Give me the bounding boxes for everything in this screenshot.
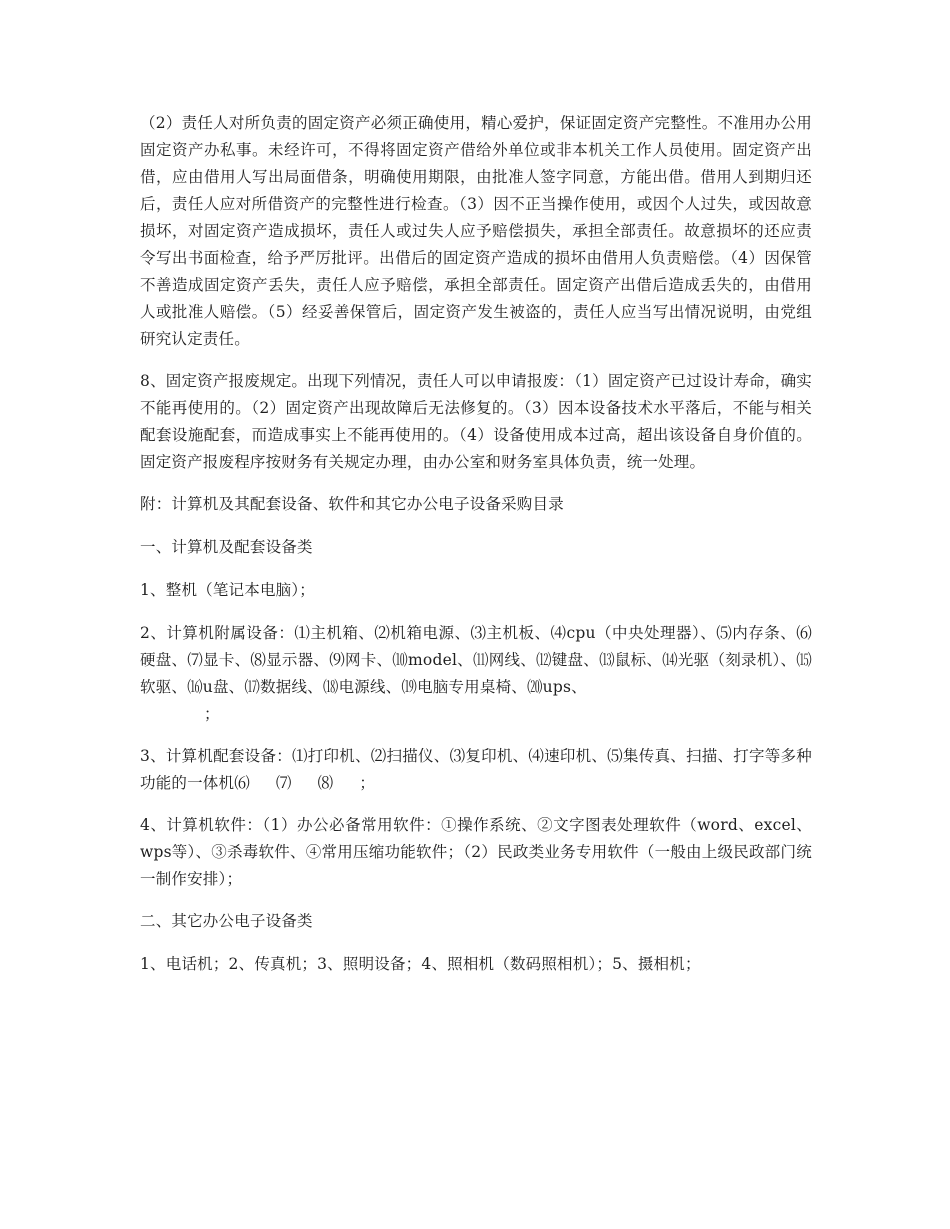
paragraph-asset-responsibility: （2）责任人对所负责的固定资产必须正确使用，精心爱护，保证固定资产完整性。不准用办公用固定资产办私事。未经许可，不得将固定资产借给外单位或非本机关工作人员使用。固定资产出借，应由借用人写出局面借条，明确使用期限，由批准人签字同意，方能出借。借用人到期归还后，责任人应对所借资产的完整性进行检查。（3）因不正当操作使用，或因个人过失，或因故意损坏，对固定资产造成损坏，责任人或过失人应予赔偿损失，承担全部责任。故意损坏的还应责令写出书面检查，给予严厉批评。出借后的固定资产造成的损坏由借用人负责赔偿。（4）因保管不善造成固定资产丢失，责任人应予赔偿，承担全部责任。固定资产出借后造成丢失的，由借用人或批准人赔偿。（5）经妥善保管后，固定资产发生被盗的，责任人应当写出情况说明，由党组研究认定责任。 [140,114,812,348]
item-software: 4、计算机软件：（1）办公必备常用软件：①操作系统、②文字图表处理软件（word、excel、wps等）、③杀毒软件、④常用压缩功能软件；（2）民政类业务专用软件（一般由上级民政部门统一制作安排）； [140,816,812,888]
item-other-devices-list: 1、电话机；2、传真机；3、照明设备；4、照相机（数码照相机）；5、摄相机； [140,955,701,973]
item-supporting-devices-end: ； [359,774,376,792]
section-heading-other-devices: 二、其它办公电子设备类 [140,912,313,930]
item-peripherals [140,620,812,728]
item-supporting-devices-7: ⑺ [275,774,292,792]
paragraph-asset-scrap-rules: 8、固定资产报废规定。出现下列情况，责任人可以申请报废：（1）固定资产已过设计寿命，确实不能再使用的。（2）固定资产出现故障后无法修复的。（3）因本设备技术水平落后，不能与相关配套设施配套，而造成事实上不能再使用的。（4）设备使用成本过高，超出该设备自身价值的。固定资产报废程序按财务有关规定办理，由办公室和财务室具体负责，统一处理。 [140,372,812,471]
section-heading-computers: 一、计算机及配套设备类 [140,538,313,556]
item-peripherals-text: 2、计算机附属设备：⑴主机箱、⑵机箱电源、⑶主机板、⑷cpu（中央处理器）、⑸内存条、⑹硬盘、⑺显卡、⑻显示器、⑼网卡、⑽model、⑾网线、⑿键盘、⒀鼠标、⒁光驱（刻录机）、⒂软驱、⒃u盘、⒄数据线、⒅电源线、⒆电脑专用桌椅、⒇ups、 [140,624,812,696]
item-peripherals-tail: ； [204,705,220,723]
item-laptop: 1、整机（笔记本电脑）； [140,581,316,599]
item-supporting-devices [140,743,812,797]
item-supporting-devices-8: ⑻ [317,774,334,792]
item-supporting-devices-text: 3、计算机配套设备：⑴打印机、⑵扫描仪、⑶复印机、⑷速印机、⑸集传真、扫描、打字等多种功能的一体机⑹ [140,747,812,792]
appendix-title: 附：计算机及其配套设备、软件和其它办公电子设备采购目录 [140,495,564,513]
document-page [140,110,812,994]
